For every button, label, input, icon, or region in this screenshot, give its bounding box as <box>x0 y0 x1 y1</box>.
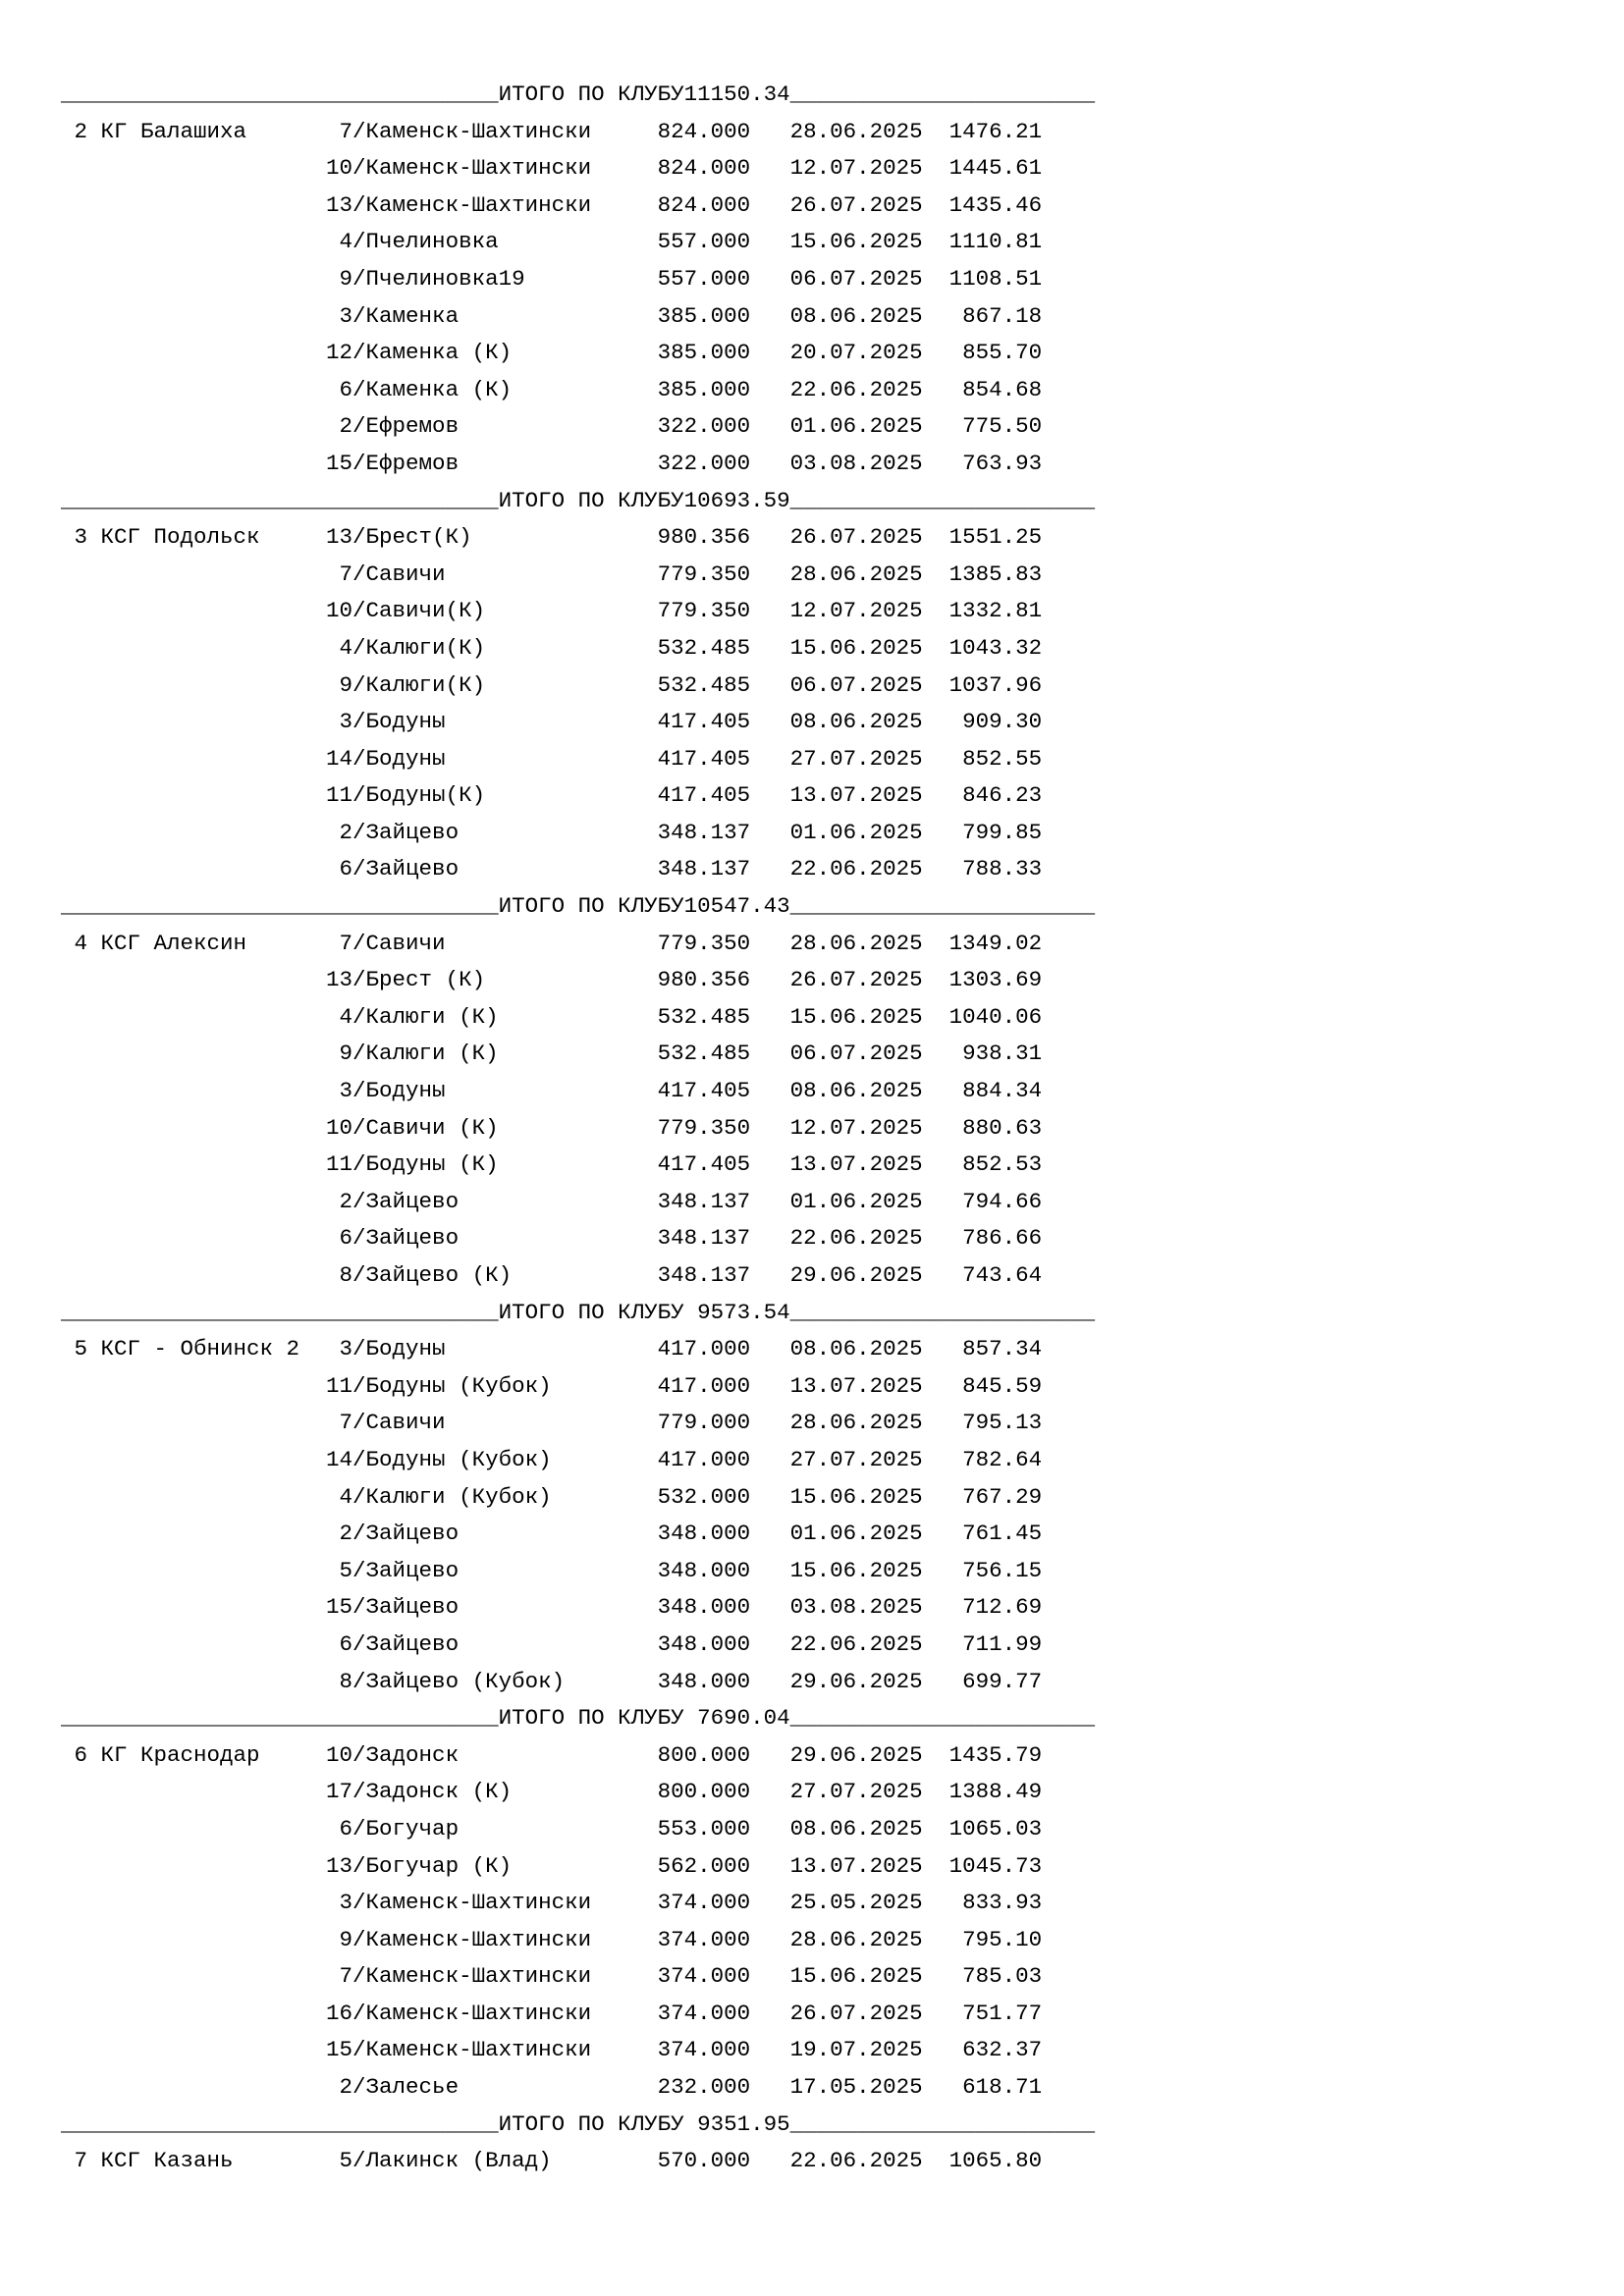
report-row: 6/Богучар 553.000 08.06.2025 1065.03 <box>61 1815 1043 1842</box>
report-row: 7/Каменск-Шахтински 374.000 15.06.2025 785.03 <box>61 1963 1043 1990</box>
report-row: 14/Бодуны 417.405 27.07.2025 852.55 <box>61 745 1043 772</box>
report-row: 10/Савичи (К) 779.350 12.07.2025 880.63 <box>61 1114 1043 1141</box>
report-row: 5 КСГ - Обнинск 2 3/Бодуны 417.000 08.06.2025 857.34 <box>61 1336 1043 1362</box>
report-row: 6/Каменка (К) 385.000 22.06.2025 854.68 <box>61 376 1043 402</box>
report-row: 9/Пчелиновка19 557.000 06.07.2025 1108.51 <box>61 265 1043 292</box>
report-row: 5/Зайцево 348.000 15.06.2025 756.15 <box>61 1557 1043 1583</box>
club-total-line: _________________________________ИТОГО ПО КЛУБУ 9573.54_______________________ <box>61 1299 1096 1325</box>
report-row: 2/Зайцево 348.137 01.06.2025 794.66 <box>61 1188 1043 1214</box>
report-row: 7/Савичи 779.000 28.06.2025 795.13 <box>61 1410 1043 1436</box>
report-row: 6/Зайцево 348.000 22.06.2025 711.99 <box>61 1630 1043 1657</box>
report-row: 4/Калюги (К) 532.485 15.06.2025 1040.06 <box>61 1003 1043 1030</box>
report-row: 7/Савичи 779.350 28.06.2025 1385.83 <box>61 561 1043 587</box>
report-row: 6/Зайцево 348.137 22.06.2025 788.33 <box>61 856 1043 882</box>
report-row: 2 КГ Балашиха 7/Каменск-Шахтински 824.000 28.06.2025 1476.21 <box>61 118 1043 144</box>
report-row: 11/Бодуны (К) 417.405 13.07.2025 852.53 <box>61 1151 1043 1178</box>
report-row: 7 КСГ Казань 5/Лакинск (Влад) 570.000 22.06.2025 1065.80 <box>61 2148 1043 2174</box>
report-row: 15/Зайцево 348.000 03.08.2025 712.69 <box>61 1594 1043 1621</box>
report-row: 16/Каменск-Шахтински 374.000 26.07.2025 751.77 <box>61 2000 1043 2026</box>
club-total-line: _________________________________ИТОГО ПО КЛУБУ10547.43_______________________ <box>61 893 1096 920</box>
report-row: 3/Бодуны 417.405 08.06.2025 884.34 <box>61 1078 1043 1104</box>
club-total-line: _________________________________ИТОГО ПО КЛУБУ10693.59_______________________ <box>61 487 1096 513</box>
report-row: 11/Бодуны (Кубок) 417.000 13.07.2025 845.59 <box>61 1372 1043 1399</box>
club-total-line: _________________________________ИТОГО ПО КЛУБУ11150.34_______________________ <box>61 81 1096 107</box>
report-row: 4/Калюги (Кубок) 532.000 15.06.2025 767.29 <box>61 1483 1043 1510</box>
report-row: 13/Брест (К) 980.356 26.07.2025 1303.69 <box>61 967 1043 993</box>
report-row: 10/Савичи(К) 779.350 12.07.2025 1332.81 <box>61 598 1043 624</box>
club-rating-report <box>61 77 1095 2180</box>
report-row: 3/Бодуны 417.405 08.06.2025 909.30 <box>61 709 1043 735</box>
report-row: 4 КСГ Алексин 7/Савичи 779.350 28.06.2025 1349.02 <box>61 930 1043 956</box>
report-row: 10/Каменск-Шахтински 824.000 12.07.2025 1445.61 <box>61 155 1043 182</box>
report-row: 3 КСГ Подольск 13/Брест(К) 980.356 26.07.2025 1551.25 <box>61 524 1043 551</box>
report-row: 13/Каменск-Шахтински 824.000 26.07.2025 1435.46 <box>61 191 1043 218</box>
report-row: 15/Каменск-Шахтински 374.000 19.07.2025 632.37 <box>61 2037 1043 2063</box>
report-row: 2/Зайцево 348.000 01.06.2025 761.45 <box>61 1521 1043 1547</box>
report-row: 13/Богучар (К) 562.000 13.07.2025 1045.73 <box>61 1852 1043 1879</box>
report-row: 2/Ефремов 322.000 01.06.2025 775.50 <box>61 413 1043 440</box>
report-row: 15/Ефремов 322.000 03.08.2025 763.93 <box>61 450 1043 476</box>
report-row: 14/Бодуны (Кубок) 417.000 27.07.2025 782.64 <box>61 1446 1043 1472</box>
report-row: 8/Зайцево (Кубок) 348.000 29.06.2025 699.77 <box>61 1668 1043 1694</box>
report-row: 2/Зайцево 348.137 01.06.2025 799.85 <box>61 819 1043 845</box>
club-total-line: _________________________________ИТОГО ПО КЛУБУ 7690.04_______________________ <box>61 1705 1096 1732</box>
report-row: 6 КГ Краснодар 10/Задонск 800.000 29.06.2025 1435.79 <box>61 1741 1043 1768</box>
report-row: 4/Калюги(К) 532.485 15.06.2025 1043.32 <box>61 634 1043 661</box>
report-row: 9/Калюги (К) 532.485 06.07.2025 938.31 <box>61 1041 1043 1067</box>
report-row: 9/Калюги(К) 532.485 06.07.2025 1037.96 <box>61 671 1043 698</box>
report-row: 6/Зайцево 348.137 22.06.2025 786.66 <box>61 1225 1043 1252</box>
report-row: 2/Залесье 232.000 17.05.2025 618.71 <box>61 2074 1043 2101</box>
club-total-line: _________________________________ИТОГО ПО КЛУБУ 9351.95_______________________ <box>61 2110 1096 2137</box>
report-row: 3/Каменск-Шахтински 374.000 25.05.2025 833.93 <box>61 1890 1043 1916</box>
report-row: 9/Каменск-Шахтински 374.000 28.06.2025 795.10 <box>61 1926 1043 1952</box>
report-row: 4/Пчелиновка 557.000 15.06.2025 1110.81 <box>61 229 1043 255</box>
report-row: 12/Каменка (К) 385.000 20.07.2025 855.70 <box>61 340 1043 366</box>
report-row: 8/Зайцево (К) 348.137 29.06.2025 743.64 <box>61 1262 1043 1288</box>
report-row: 17/Задонск (К) 800.000 27.07.2025 1388.49 <box>61 1779 1043 1805</box>
report-row: 11/Бодуны(К) 417.405 13.07.2025 846.23 <box>61 782 1043 809</box>
report-row: 3/Каменка 385.000 08.06.2025 867.18 <box>61 302 1043 329</box>
